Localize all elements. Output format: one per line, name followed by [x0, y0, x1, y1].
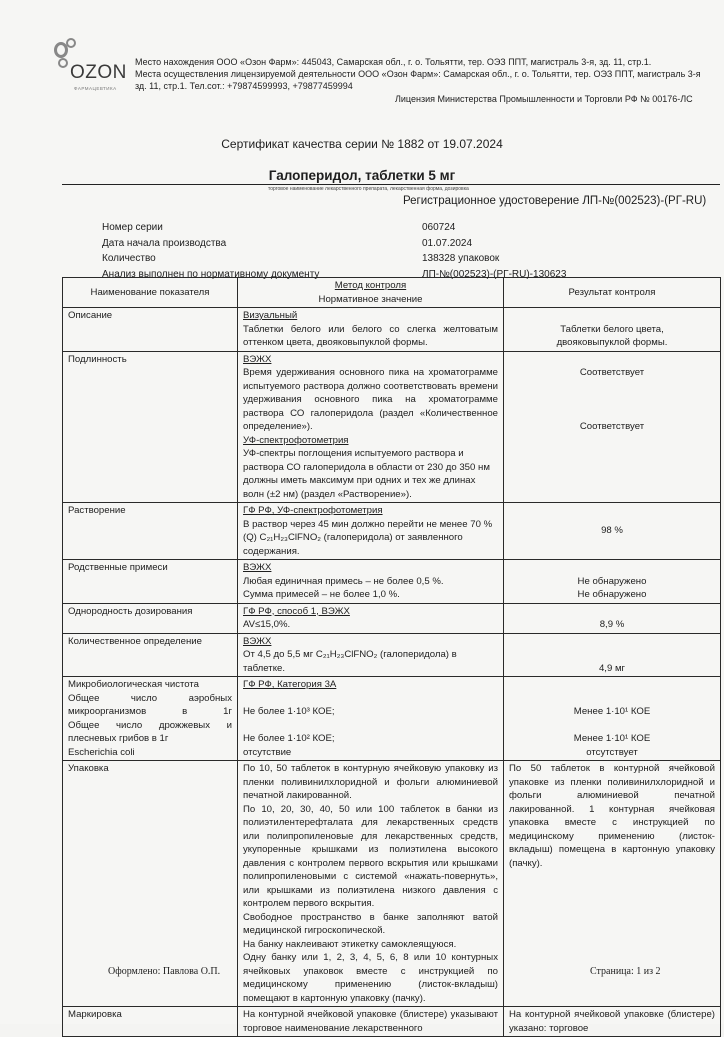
quality-table	[62, 277, 721, 1037]
table-row	[63, 351, 721, 503]
meta-value-batch: 060724	[422, 222, 456, 233]
table-row	[63, 503, 721, 560]
row-result: Таблетки белого цвета, двояковыпуклой формы.	[504, 308, 721, 352]
row-result: 8,9 %	[504, 603, 721, 633]
meta-label-norm-doc: Анализ выполнен по нормативному документу	[102, 268, 320, 280]
table-row	[63, 677, 721, 761]
meta-label-production-date: Дата начала производства	[102, 237, 227, 249]
row-name: Растворение	[63, 503, 238, 560]
certificate-title: Сертификат качества серии № 1882 от 19.07.2024	[221, 137, 503, 151]
row-name: Маркировка	[63, 1007, 238, 1037]
row-norm-2: Не более 1·10² КОЕ;	[243, 733, 335, 744]
row-method: ГФ РФ, способ 1, ВЭЖХ	[243, 605, 350, 617]
row-result-1: Не обнаружено	[577, 575, 647, 587]
address-line-2: Места осуществления лицензируемой деятельности ООО «Озон Фарм»: Самарская обл., г. о. Тольятти, тер. ОЭЗ ППТ, магистраль 3-я	[135, 69, 701, 79]
row-norm	[238, 560, 504, 604]
row-norm-text: УФ-спектры поглощения испытуемого раствора и раствора СО галоперидола в области от 230 до 350 нм должны иметь максимум при одних и тех же длинах волн (±2 нм) (раздел «Растворение»).	[243, 448, 490, 500]
meta-value-quantity: 138328 упаковок	[422, 253, 500, 264]
row-norm-text: Время удерживания основного пика на хроматограмме испытуемого раствора должно соответствовать времени удерживания основного пика на хроматограмме раствора СО галоперидола (раздел «Количественное определение»).	[243, 367, 498, 432]
row-norm-text: Таблетки белого или белого со слегка желтоватым оттенком цвета, двояковыпуклой формы.	[243, 323, 498, 348]
logo-circle-icon	[58, 58, 68, 68]
row-result	[504, 677, 721, 761]
row-norm	[238, 761, 504, 1007]
product-underline	[62, 184, 720, 185]
row-norm-text: От 4,5 до 5,5 мг C₂₁H₂₃ClFNO₂ (галоперидола) в таблетке.	[243, 649, 457, 674]
license-line: Лицензия Министерства Промышленности и Торговли РФ № 00176-ЛС	[395, 94, 693, 104]
header-method: Метод контроля	[334, 280, 407, 291]
registration-certificate: Регистрационное удостоверение ЛП-№(002523)-(РГ-RU)	[403, 195, 707, 207]
row-sub-3: Escherichia coli	[68, 746, 135, 758]
row-name: Однородность дозирования	[63, 603, 238, 633]
row-norm-4: На банку наклеивают этикетку самоклеящуюся.	[243, 938, 457, 950]
row-norm-text: Сумма примесей – не более 1,0 %.	[243, 589, 400, 600]
row-name	[63, 677, 238, 761]
row-method: ВЭЖХ	[243, 635, 272, 647]
row-norm	[238, 503, 504, 560]
meta-label-quantity: Количество	[102, 253, 156, 264]
header-indicator: Наименование показателя	[63, 278, 238, 308]
row-result	[504, 351, 721, 503]
row-name: Подлинность	[63, 351, 238, 503]
meta-label-batch: Номер серии	[102, 222, 163, 233]
row-sub-2: Общее число дрожжевых и плесневых грибов в 1г	[68, 719, 232, 744]
ozon-logo	[52, 38, 127, 98]
row-method: ВЭЖХ	[243, 353, 272, 365]
row-result: По 50 таблеток в контурной ячейковой упаковке из пленки поливинилхлоридной и фольги алюминиевой печатной лакированной. 1 контурная ячейковая упаковка вместе с инструкцией по медицинскому применению (листок-вкладыш) помещена в картонную упаковку (пачку).	[504, 761, 721, 1007]
row-norm-text: Любая единичная примесь – не более 0,5 %.	[243, 575, 444, 587]
row-name: Упаковка	[63, 761, 238, 1007]
table-header-row	[63, 278, 721, 308]
meta-values	[422, 220, 566, 282]
row-result: 98 %	[504, 503, 721, 560]
row-method: ГФ РФ, УФ-спектрофотометрия	[243, 505, 383, 516]
header-result: Результат контроля	[504, 278, 721, 308]
row-result-1: Соответствует	[579, 367, 645, 378]
row-norm	[238, 633, 504, 677]
row-norm-3: Свободное пространство в банке заполняют ватой медицинской гигроскопической.	[243, 911, 498, 936]
page-number: Страница: 1 из 2	[590, 966, 661, 977]
row-name: Родственные примеси	[63, 560, 238, 604]
logo-circle-icon	[66, 38, 76, 48]
row-result-2: Менее 1·10¹ КОЕ	[573, 733, 651, 744]
row-method: ВЭЖХ	[243, 562, 272, 573]
row-result-1: Менее 1·10¹ КОЕ	[573, 706, 651, 717]
product-caption: торговое наименование лекарственного препарата, лекарственная форма, дозировка	[268, 186, 469, 192]
row-norm: На контурной ячейковой упаковке (блистере) указывают торговое наименование лекарственного	[238, 1007, 504, 1037]
table-row	[63, 633, 721, 677]
row-result	[504, 560, 721, 604]
meta-value-production-date: 01.07.2024	[422, 237, 473, 249]
table-row	[63, 560, 721, 604]
meta-labels	[102, 220, 319, 282]
row-norm	[238, 351, 504, 503]
row-norm-3: отсутствие	[243, 746, 292, 758]
table-row	[63, 603, 721, 633]
row-norm	[238, 308, 504, 352]
row-norm-2: По 10, 20, 30, 40, 50 или 100 таблеток в банки из полиэтилентерефталата для лекарственных средств или полипропиленовые для лекарственных средств, укупоренные крышками из полиэтилена высокого давления с контролем первого вскрытия или крышками полипропиленовыми с системой «нажать-повернуть», или крышками из полиэтилена низкого давления с контролем первого вскрытия.	[243, 803, 498, 909]
row-method: ГФ РФ, Категория 3А	[243, 679, 337, 690]
product-title: Галоперидол, таблетки 5 мг	[268, 168, 456, 183]
row-norm-1: По 10, 50 таблеток в контурную ячейковую упаковку из пленки поливинилхлоридной и фольги алюминиевой печатной лакированной.	[243, 763, 498, 801]
logo-brand: OZON	[70, 62, 127, 83]
logo-subtitle: ФАРМАЦЕВТИКА	[74, 86, 117, 91]
row-result-2: Не обнаружено	[577, 589, 647, 600]
row-norm-text: В раствор через 45 мин должно перейти не менее 70 % (Q) C₂₁H₂₃ClFNO₂ (галоперидола) от заявленного содержания.	[243, 518, 493, 557]
row-name-text: Микробиологическая чистота	[68, 679, 200, 690]
row-method: Визуальный	[243, 310, 298, 321]
meta-value-norm-doc: ЛП-№(002523)-(РГ-RU)-130623	[422, 268, 567, 280]
address-line-1: Место нахождения ООО «Озон Фарм»: 445043, Самарская обл., г. о. Тольятти, тер. ОЭЗ ППТ, магистраль 3-я, зд. 11, стр.1.	[135, 57, 652, 67]
header-method-norm	[238, 278, 504, 308]
row-result-3: отсутствует	[586, 746, 638, 758]
table-row	[63, 308, 721, 352]
row-name: Количественное определение	[63, 633, 238, 677]
row-sub-1: Общее число аэробных микроорганизмов в 1г	[68, 692, 232, 717]
prepared-by: Оформлено: Павлова О.П.	[108, 966, 221, 977]
header-norm: Нормативное значение	[318, 293, 423, 305]
row-result: 4,9 мг	[504, 633, 721, 677]
row-result-2: Соответствует	[579, 421, 645, 432]
row-name: Описание	[63, 308, 238, 352]
row-norm-5: Одну банку или 1, 2, 3, 4, 5, 6, 8 или 10 контурных ячейковых упаковок вместе с инструкцией по медицинскому применению (листок-вкладыш) помещают в картонную упаковку (пачку).	[243, 952, 498, 1004]
row-norm-text: AV≤15,0%.	[243, 619, 291, 630]
row-norm-1: Не более 1·10³ КОЕ;	[243, 706, 335, 717]
row-norm	[238, 677, 504, 761]
row-result: На контурной ячейковой упаковке (блистере) указано: торговое	[504, 1007, 721, 1037]
address-line-3: зд. 11, стр.1. Тел.сот.: +79874599993, +79877459994	[135, 81, 353, 91]
row-norm	[238, 603, 504, 633]
table-row	[63, 1007, 721, 1037]
row-method: УФ-спектрофотометрия	[243, 434, 349, 446]
